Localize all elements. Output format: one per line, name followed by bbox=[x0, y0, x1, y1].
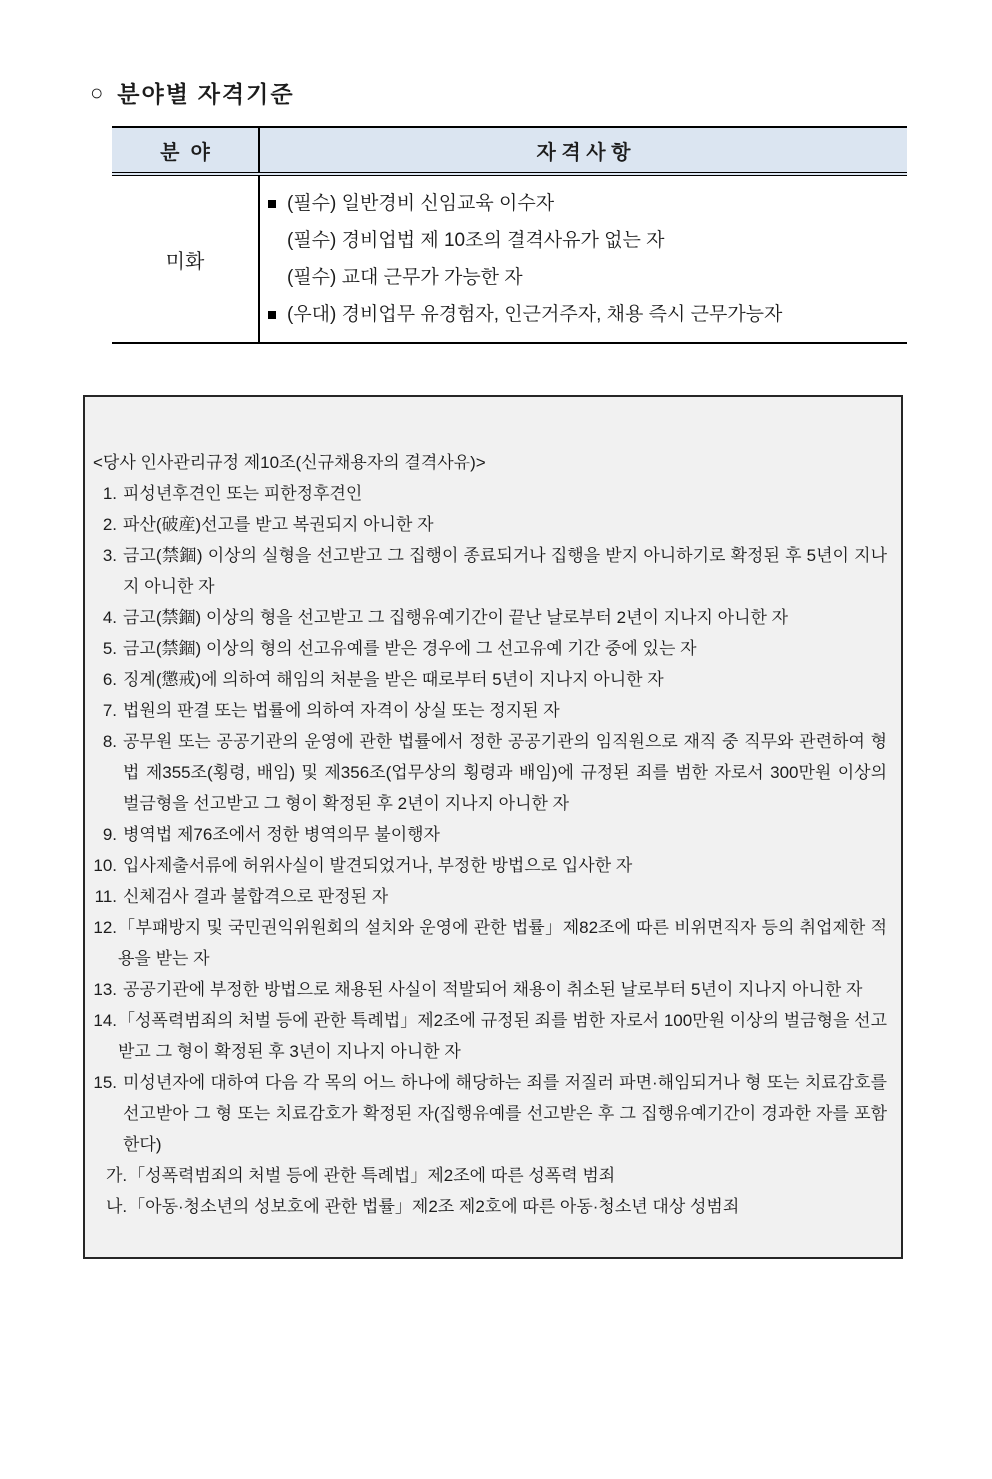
item-number: 가. bbox=[106, 1166, 128, 1185]
item-text: 병역법 제76조에서 정한 병역의무 불이행자 bbox=[123, 825, 440, 844]
regulation-item bbox=[93, 850, 887, 881]
qualification-line bbox=[268, 259, 907, 296]
item-number: 2. bbox=[102, 515, 117, 534]
regulation-item bbox=[93, 695, 887, 726]
item-text: 「성폭력범죄의 처벌 등에 관한 특례법」제2조에 따른 성폭력 범죄 bbox=[128, 1166, 616, 1185]
regulation-item bbox=[93, 1160, 887, 1191]
document-page bbox=[0, 76, 992, 1479]
item-text: 금고(禁錮) 이상의 형의 선고유예를 받은 경우에 그 선고유예 기간 중에 있는 자 bbox=[123, 639, 697, 658]
regulation-item bbox=[93, 1005, 887, 1067]
qualification-line bbox=[268, 185, 907, 222]
header-qualification-label: 자 격 사 항 bbox=[536, 141, 631, 164]
field-value: 미화 bbox=[165, 250, 205, 273]
regulation-item bbox=[93, 509, 887, 540]
qualification-line bbox=[268, 296, 907, 333]
item-number: 3. bbox=[102, 546, 117, 565]
item-text: 법원의 판결 또는 법률에 의하여 자격이 상실 또는 정지된 자 bbox=[123, 701, 560, 720]
regulation-item bbox=[93, 912, 887, 974]
qualification-text: (필수) 경비업법 제 10조의 결격사유가 없는 자 bbox=[287, 230, 665, 251]
square-bullet-icon bbox=[268, 200, 287, 208]
item-number: 6. bbox=[102, 670, 117, 689]
regulation-item bbox=[93, 540, 887, 602]
item-text: 금고(禁錮) 이상의 형을 선고받고 그 집행유예기간이 끝난 날로부터 2년이 지나지 아니한 자 bbox=[123, 608, 789, 627]
square-bullet-icon bbox=[268, 311, 287, 319]
item-number: 7. bbox=[102, 701, 117, 720]
item-text: 징계(懲戒)에 의하여 해임의 처분을 받은 때로부터 5년이 지나지 아니한 자 bbox=[123, 670, 664, 689]
regulation-item bbox=[93, 974, 887, 1005]
item-number: 14. bbox=[93, 1011, 117, 1030]
item-text: 공공기관에 부정한 방법으로 채용된 사실이 적발되어 채용이 취소된 날로부터 5년이 지나지 아니한 자 bbox=[123, 980, 863, 999]
regulation-item bbox=[93, 726, 887, 819]
page-title bbox=[90, 76, 992, 109]
regulation-item bbox=[93, 633, 887, 664]
item-text: 「부패방지 및 국민권익위원회의 설치와 운영에 관한 법률」제82조에 따른 비위면직자 등의 취업제한 적용을 받는 자 bbox=[118, 918, 887, 968]
item-number: 12. bbox=[93, 918, 117, 937]
item-text: 「아동·청소년의 성보호에 관한 법률」제2조 제2호에 따른 아동·청소년 대상 성범죄 bbox=[128, 1197, 740, 1216]
header-field-label: 분 야 bbox=[160, 141, 210, 164]
item-number: 8. bbox=[102, 732, 117, 751]
regulation-heading: <당사 인사관리규정 제10조(신규채용자의 결격사유)> bbox=[93, 453, 486, 472]
header-cell-field bbox=[112, 128, 260, 172]
item-number: 9. bbox=[102, 825, 117, 844]
item-text: 공무원 또는 공공기관의 운영에 관한 법률에서 정한 공공기관의 임직원으로 재직 중 직무와 관련하여 형법 제355조(횡령, 배임) 및 제356조(업무상의 횡령과 배임)에 규정된 죄를 범한 자로서 300만원 이상의 벌금형을 선고받고 그 형이 확정된 후 2년이 지나지 아니한 자 bbox=[123, 732, 887, 813]
item-text: 파산(破産)선고를 받고 복권되지 아니한 자 bbox=[123, 515, 434, 534]
page-title-text: 분야별 자격기준 bbox=[117, 82, 295, 107]
item-number: 4. bbox=[102, 608, 117, 627]
regulation-item bbox=[93, 664, 887, 695]
item-text: 금고(禁錮) 이상의 실형을 선고받고 그 집행이 종료되거나 집행을 받지 아니하기로 확정된 후 5년이 지나지 아니한 자 bbox=[123, 546, 887, 596]
qualification-text: (필수) 일반경비 신임교육 이수자 bbox=[287, 193, 555, 214]
qualification-table bbox=[112, 126, 907, 344]
regulation-item bbox=[93, 819, 887, 850]
item-text: 입사제출서류에 허위사실이 발견되었거나, 부정한 방법으로 입사한 자 bbox=[123, 856, 633, 875]
circle-bullet-icon: ○ bbox=[90, 79, 106, 105]
qualification-text: (필수) 교대 근무가 가능한 자 bbox=[287, 267, 523, 288]
regulation-items bbox=[93, 478, 887, 1222]
table-body-row bbox=[112, 176, 907, 342]
item-number: 15. bbox=[93, 1073, 117, 1092]
qualification-line bbox=[268, 222, 907, 259]
item-number: 11. bbox=[94, 887, 117, 906]
regulation-item bbox=[93, 478, 887, 509]
header-cell-qualification bbox=[260, 128, 907, 172]
item-text: 신체검사 결과 불합격으로 판정된 자 bbox=[123, 887, 389, 906]
item-number: 나. bbox=[106, 1197, 128, 1216]
table-header-row bbox=[112, 128, 907, 176]
regulation-item bbox=[93, 602, 887, 633]
qualification-text: (우대) 경비업무 유경험자, 인근거주자, 채용 즉시 근무가능자 bbox=[287, 304, 783, 325]
field-cell bbox=[112, 176, 260, 342]
item-text: 「성폭력범죄의 처벌 등에 관한 특례법」제2조에 규정된 죄를 범한 자로서 100만원 이상의 벌금형을 선고받고 그 형이 확정된 후 3년이 지나지 아니한 자 bbox=[118, 1011, 887, 1061]
item-text: 미성년자에 대하여 다음 각 목의 어느 하나에 해당하는 죄를 저질러 파면·해임되거나 형 또는 치료감호를 선고받아 그 형 또는 치료감호가 확정된 자(집행유예를 선고받은 후 그 집행유예기간이 경과한 자를 포함한다) bbox=[123, 1073, 887, 1154]
item-number: 5. bbox=[102, 639, 117, 658]
qualification-lines bbox=[260, 176, 907, 342]
item-number: 1. bbox=[102, 484, 117, 503]
regulation-item bbox=[93, 881, 887, 912]
regulation-item bbox=[93, 1067, 887, 1160]
regulation-item bbox=[93, 1191, 887, 1222]
item-number: 13. bbox=[93, 980, 117, 999]
item-text: 피성년후견인 또는 피한정후견인 bbox=[123, 484, 363, 503]
regulation-box bbox=[83, 395, 903, 1259]
item-number: 10. bbox=[93, 856, 117, 875]
